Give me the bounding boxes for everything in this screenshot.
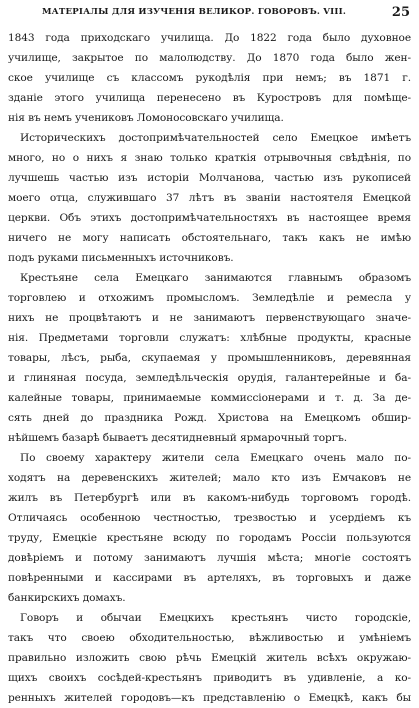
text-line: подъ руками письменныхъ источниковъ. — [8, 252, 234, 264]
text-line: зданіе этого училища перенесено въ Куростровъ для помѣще- — [8, 92, 411, 104]
text-line: училище, закрытое по малолюдству. До 1870 года было жен- — [8, 52, 411, 64]
text-line: и глиняная посуда, земледѣльческія орудія, галантерейные и ба- — [8, 372, 411, 384]
text-line: 1843 года приходскаго училища. До 1822 года было духовное — [8, 32, 411, 44]
text-line: лучшешь частью изъ исторіи Молчанова, частью изъ рукописей — [8, 172, 411, 184]
text-line: довѣріемъ и потому занимаютъ лучшія мѣста; многіе состоятъ — [8, 552, 411, 564]
text-line: Историческихъ достопримѣчательностей село Емецкое имѣетъ — [20, 132, 411, 144]
text-line: щихъ своихъ сосѣдей-крестьянъ приводитъ въ удивленіе, а ко- — [8, 672, 411, 684]
text-line: повѣренными и кассирами въ артеляхъ, въ торговыхъ и даже — [8, 572, 411, 584]
text-line: нія въ немъ учениковъ Ломоносовскаго училища. — [8, 112, 284, 124]
text-line: такъ что своею обходительностью, вѣжливостью и умѣніемъ — [8, 632, 411, 644]
text-line: нія. Предметами торговли служатъ: хлѣбные продукты, красные — [8, 332, 411, 344]
text-line: ничего не могу написать обстоятельнаго, такъ какъ не имѣю — [8, 232, 411, 244]
text-line: ренныхъ жителей городовъ—къ представленію о Емецкѣ, какъ бы — [8, 692, 411, 704]
text-line: труду, Емецкіе крестьяне всюду по городамъ Россіи пользуются — [8, 532, 411, 544]
page-number: 25 — [391, 5, 410, 20]
text-line: нѣйшемъ базарѣ бываетъ десятидневный ярмарочный торгъ. — [8, 432, 348, 444]
text-line: сять дней до праздника Рожд. Христова на Емецкомъ обшир- — [8, 412, 411, 424]
text-line: Крестьяне села Емецкаго занимаются главнымъ образомъ — [20, 272, 411, 284]
text-line: калейные товары, принимаемые коммиссіонерами и т. д. За де- — [8, 392, 411, 404]
text-line: правильно изложить свою рѣчь Емецкій житель всѣхъ окружаю- — [8, 652, 411, 664]
text-line: торговлею и отхожимъ промысломъ. Земледѣліе и ремесла у — [8, 292, 411, 304]
text-line: товары, лѣсъ, рыба, скупаемая у промышленниковъ, деревянная — [8, 352, 411, 364]
page-header — [10, 5, 410, 21]
text-line: нихъ не процвѣтаютъ и не занимаютъ первенствующаго значе- — [8, 312, 411, 324]
text-line: ское училище съ классомъ рукодѣлія при немъ; въ 1871 г. — [8, 72, 411, 84]
text-line: Отличаясь особенною честностью, трезвостью и усердіемъ къ — [8, 512, 411, 524]
text-line: много, но о нихъ я знаю только краткія отрывочныя свѣдѣнія, по — [8, 152, 411, 164]
text-line: моего отца, служившаго 37 лѣтъ въ званіи настоятеля Емецкой — [8, 192, 411, 204]
running-head: МАТЕРІАЛЫ ДЛЯ ИЗУЧЕНІЯ ВЕЛИКОР. ГОВОРОВЪ. VIII. — [41, 7, 347, 17]
text-line: По своему характеру жители села Емецкаго очень мало по- — [20, 452, 411, 464]
text-line: банкирскихъ домахъ. — [8, 592, 126, 604]
text-line: ходятъ на деревенскихъ жителей; мало кто изъ Емчаковъ не — [8, 472, 411, 484]
text-line: Говоръ и обычаи Емецкихъ крестьянъ чисто городскіе, — [20, 612, 411, 624]
text-line: жилъ въ Петербургѣ или въ какомъ-нибудь торговомъ городѣ. — [8, 492, 411, 504]
text-line: церкви. Объ этихъ достопримѣчательностяхъ въ настоящее время — [8, 212, 411, 224]
